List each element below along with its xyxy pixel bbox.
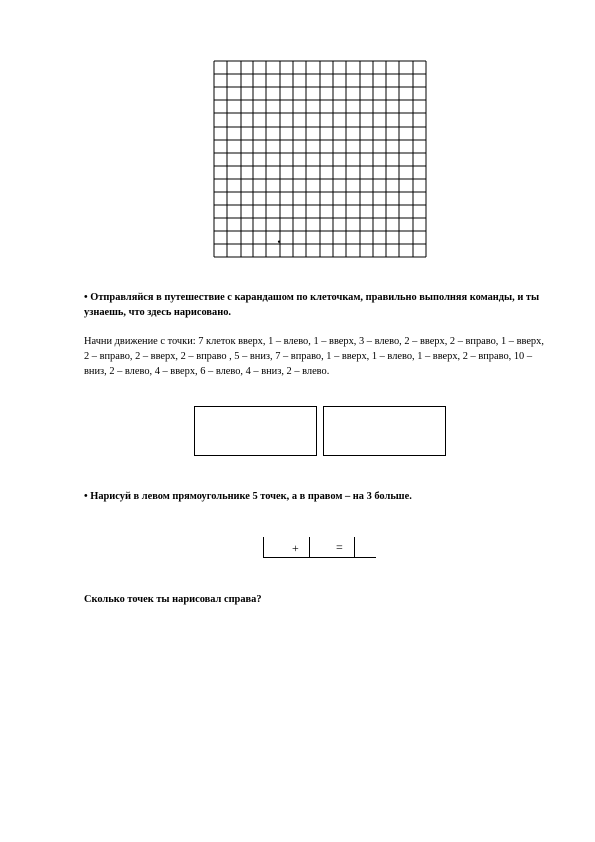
start-point: • — [277, 237, 281, 247]
right-rectangle — [323, 406, 446, 456]
task-2-question-text: Сколько точек ты нарисовал справа? — [84, 594, 262, 605]
equals-sign: = — [336, 540, 343, 554]
task-1-title-text: Отправляйся в путешествие с карандашом по клеточкам, правильно выполняя команды, и ты узнаешь, что здесь нарисовано. — [84, 292, 540, 318]
task-1-instructions: Начни движение с точки: 7 клеток вверх, 1 – влево, 1 – вверх, 3 – влево, 2 – вверх, 2 – вправо, 1 – вверх, 2 – вправо, 2 – вверх, 2 – вправо , 5 – вниз, 7 – вправо, 1 – вверх, 1 – влево, 1 – вверх, 2 – вправо, 10 – вниз, 2 – влево, 4 – вверх, 6 – влево, 4 – вниз, 2 – влево. — [84, 336, 544, 377]
equation-separator — [354, 537, 355, 558]
task-1-title — [84, 290, 544, 320]
bullet: • — [84, 491, 88, 502]
left-rectangle — [194, 406, 317, 456]
plus-sign: + — [292, 541, 299, 555]
equation-baseline — [263, 557, 376, 558]
task-2-title — [84, 489, 544, 504]
bullet: • — [84, 292, 88, 303]
equation-separator — [309, 537, 310, 558]
equation-separator — [263, 537, 264, 558]
task-2-question — [84, 592, 544, 607]
task-2-title-text: Нарисуй в левом прямоугольнике 5 точек, а в правом – на 3 больше. — [90, 491, 412, 502]
